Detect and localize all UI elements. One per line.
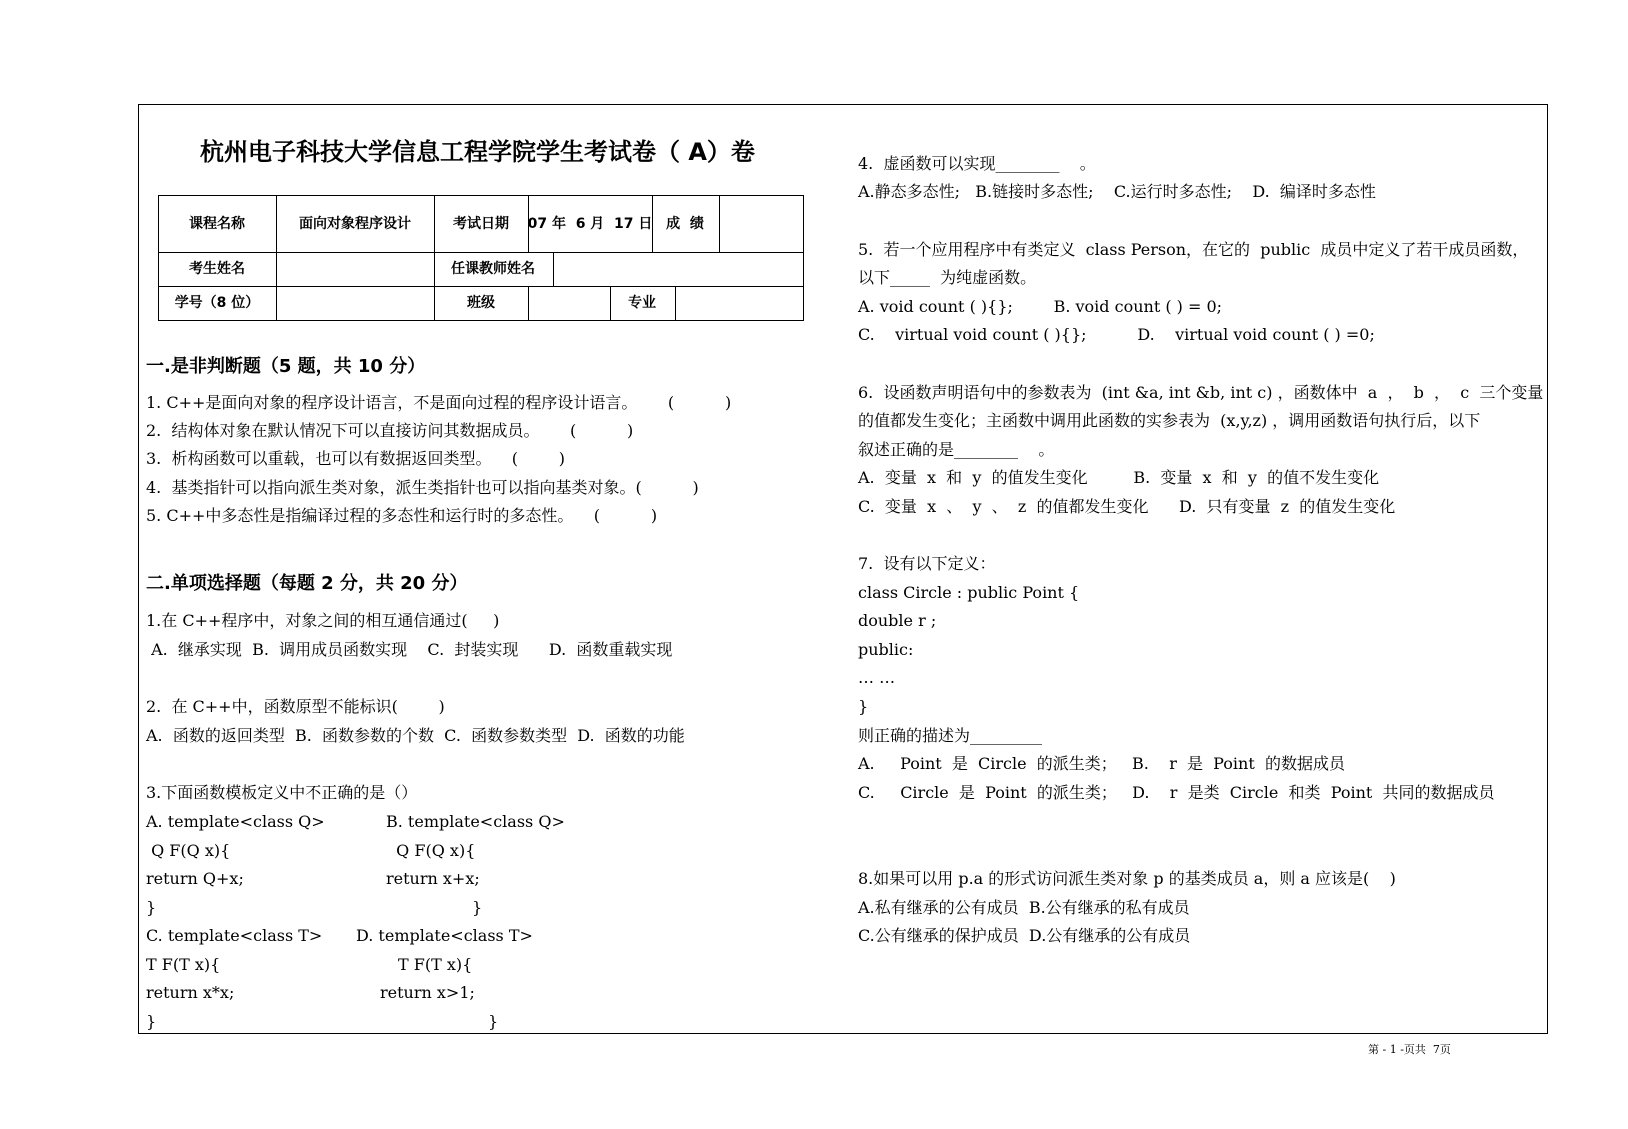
mc-q3-code-line: } <box>488 1012 499 1031</box>
mc-q3-code-line: return Q+x; <box>146 869 244 888</box>
mc-q5-line: 以下_____ 为纯虚函数。 <box>858 268 1037 287</box>
mc-q2-question: 2. 在 C++中，函数原型不能标识( ) <box>146 697 445 716</box>
mc-q7-line: C. Circle 是 Point 的派生类； D. r 是类 Circle 和类 Point 共同的数据成员 <box>858 783 1495 802</box>
major-label: 专业 <box>628 295 656 311</box>
table-border <box>158 320 804 321</box>
mc-q3-code-line: T F(T x){ <box>146 955 221 974</box>
table-col-divider <box>434 195 435 321</box>
table-col-divider <box>276 195 277 321</box>
tf-item-4: 4. 基类指针可以指向派生类对象，派生类指针也可以指向基类对象。( ) <box>146 478 699 497</box>
exam-date-label: 考试日期 <box>453 216 509 232</box>
mc-q7-line: … … <box>858 668 896 687</box>
mc-q6-line: 的值都发生变化；主函数中调用此函数的实参表为 (x,y,z) ，调用函数语句执行后，以下 <box>858 411 1481 430</box>
exam-title: 杭州电子科技大学信息工程学院学生考试卷（ A）卷 <box>200 138 755 166</box>
table-border <box>158 195 159 321</box>
table-border <box>803 195 804 321</box>
mc-q7-line: class Circle : public Point { <box>858 583 1080 602</box>
mc-q3-code-line: return x+x; <box>386 869 480 888</box>
mc-q3-code-line: } <box>146 898 157 917</box>
table-row-divider <box>158 252 804 253</box>
mc-q6-line: C. 变量 x 、 y 、 z 的值都发生变化 D. 只有变量 z 的值发生变化 <box>858 497 1396 516</box>
mc-q3-code-line: return x>1; <box>380 983 475 1002</box>
mc-q3-code-line: B. template<class Q> <box>386 812 565 831</box>
mc-q5-line: C. virtual void count ( ){}; D. virtual void count ( ) =0; <box>858 325 1375 344</box>
mc-q7-line: A. Point 是 Circle 的派生类； B. r 是 Point 的数据成员 <box>858 754 1345 773</box>
mc-q4-question: 4. 虚函数可以实现________ 。 <box>858 154 1096 173</box>
table-col-divider <box>553 252 554 287</box>
course-name-label: 课程名称 <box>189 216 245 232</box>
mc-q1-question: 1.在 C++程序中，对象之间的相互通信通过( ) <box>146 611 500 630</box>
mc-q7-line: } <box>858 697 869 716</box>
mc-q7-line: double r ; <box>858 611 937 630</box>
mc-q5-line: A. void count ( ){}; B. void count ( ) = 0; <box>858 297 1223 316</box>
mc-q3-code-line: T F(T x){ <box>398 955 473 974</box>
tf-item-3: 3. 析构函数可以重载，也可以有数据返回类型。 ( ) <box>146 449 565 468</box>
tf-item-5: 5. C++中多态性是指编译过程的多态性和运行时的多态性。 ( ) <box>146 506 658 525</box>
mc-q6-line: 叙述正确的是________ 。 <box>858 440 1055 459</box>
mc-q3-code-line: C. template<class T> <box>146 926 323 945</box>
mc-q3-code-line: } <box>472 898 483 917</box>
tf-item-2: 2. 结构体对象在默认情况下可以直接访问其数据成员。 ( ) <box>146 421 634 440</box>
tf-item-1: 1. C++是面向对象的程序设计语言，不是面向过程的程序设计语言。 ( ) <box>146 393 732 412</box>
table-border <box>158 195 804 196</box>
table-col-divider <box>675 286 676 321</box>
mc-q3-code-line: D. template<class T> <box>356 926 533 945</box>
student-id-label: 学号（8 位） <box>174 295 260 311</box>
section-true-false-title: 一.是非判断题（5 题，共 10 分） <box>146 356 426 377</box>
mc-q7-line: public: <box>858 640 914 659</box>
mc-q3-code-line: Q F(Q x){ <box>386 841 476 860</box>
exam-date-value: 07 年 6 月 17 日 <box>527 216 653 232</box>
mc-q6-line: 6. 设函数声明语句中的参数表为 (int &a, int &b, int c) ，函数体中 a ， b ， c 三个变量 <box>858 383 1544 402</box>
mc-q3-code-line: A. template<class Q> <box>146 812 325 831</box>
mc-q8-line: C.公有继承的保护成员 D.公有继承的公有成员 <box>858 926 1191 945</box>
mc-q1-options: A. 继承实现 B. 调用成员函数实现 C. 封装实现 D. 函数重载实现 <box>146 640 673 659</box>
table-col-divider <box>528 286 529 321</box>
score-label: 成 绩 <box>666 216 704 232</box>
mc-q7-line: 则正确的描述为_________ <box>858 726 1043 745</box>
mc-q3-code-line: return x*x; <box>146 983 235 1002</box>
mc-q3-question: 3.下面函数模板定义中不正确的是（） <box>146 783 418 802</box>
exam-info-table <box>158 195 804 321</box>
mc-q7-line: 7. 设有以下定义： <box>858 554 996 573</box>
mc-q3-code-line: Q F(Q x){ <box>146 841 231 860</box>
student-name-label: 考生姓名 <box>189 261 245 277</box>
class-label: 班级 <box>467 295 495 311</box>
mc-q6-line: A. 变量 x 和 y 的值发生变化 B. 变量 x 和 y 的值不发生变化 <box>858 468 1380 487</box>
mc-q2-options: A. 函数的返回类型 B. 函数参数的个数 C. 函数参数类型 D. 函数的功能 <box>146 726 685 745</box>
mc-q8-line: 8.如果可以用 p.a 的形式访问派生类对象 p 的基类成员 a，则 a 应该是( ) <box>858 869 1396 888</box>
mc-q8-line: A.私有继承的公有成员 B.公有继承的私有成员 <box>858 898 1190 917</box>
section-multiple-choice-title: 二.单项选择题（每题 2 分，共 20 分） <box>146 573 468 594</box>
table-col-divider <box>610 286 611 321</box>
mc-q5-line: 5. 若一个应用程序中有类定义 class Person，在它的 public 成员中定义了若干成员函数， <box>858 240 1529 259</box>
table-row-divider <box>158 286 804 287</box>
mc-q4-options: A.静态多态性; B.链接时多态性; C.运行时多态性; D. 编译时多态性 <box>858 182 1376 201</box>
page-number: 第 - 1 -页共 7页 <box>1368 1043 1451 1056</box>
mc-q3-code-line: } <box>146 1012 157 1031</box>
course-name-value: 面向对象程序设计 <box>299 216 411 232</box>
teacher-name-label: 任课教师姓名 <box>451 261 535 277</box>
table-col-divider <box>719 195 720 253</box>
